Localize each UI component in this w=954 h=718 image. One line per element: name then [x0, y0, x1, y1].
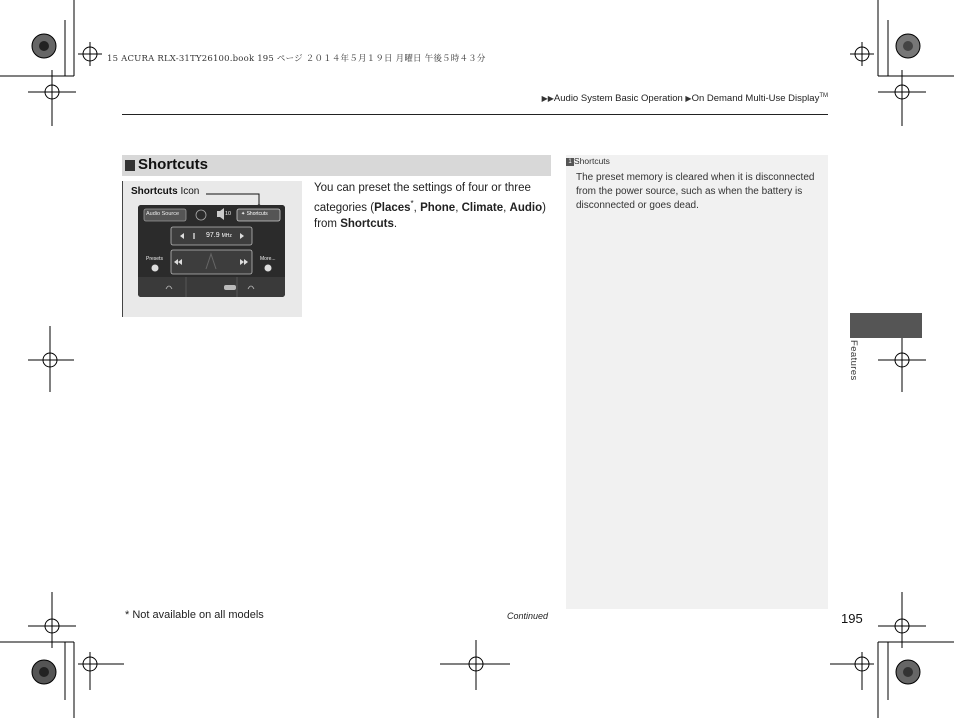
breadcrumb-level2: On Demand Multi-Use Display — [691, 93, 820, 105]
header-rule — [122, 114, 828, 115]
sidebar-panel — [566, 155, 828, 609]
asterisk-mark: * — [410, 199, 414, 208]
figure-label-bold: Shortcuts — [131, 186, 178, 197]
sidebar-title-text: Shortcuts — [574, 156, 610, 166]
breadcrumb-level1: Audio System Basic Operation — [553, 93, 683, 105]
breadcrumb — [542, 93, 828, 104]
category-phone: Phone — [420, 201, 456, 214]
audio-source-button: Audio Source — [146, 211, 180, 217]
display-screen-graphic — [138, 205, 285, 297]
category-climate: Climate — [461, 201, 504, 214]
trademark-mark: TM — [819, 93, 828, 99]
sidebar-text: The preset memory is cleared when it is disconnected from the power source, such as when the battery is disconnected or goes dead. — [576, 172, 815, 211]
reference-icon: 1 — [566, 158, 574, 166]
body-text-3: . — [393, 217, 398, 230]
page-number: 195 — [841, 611, 863, 626]
chapter-tab-label: Features — [848, 340, 859, 381]
figure-label — [131, 186, 199, 197]
more-label: More... — [260, 256, 276, 262]
category-audio: Audio — [509, 201, 543, 214]
section-heading — [122, 155, 551, 176]
shortcuts-button-label: Shortcuts — [246, 211, 268, 217]
presets-label: Presets — [146, 256, 163, 262]
frequency-unit: MHz — [221, 233, 232, 239]
body-text-2: ) from — [314, 201, 546, 230]
footnote: * Not available on all models — [125, 609, 264, 621]
shortcuts-term: Shortcuts — [340, 217, 394, 230]
section-title: Shortcuts — [138, 156, 209, 173]
continued-label: Continued — [507, 611, 549, 621]
volume-value: 10 — [225, 211, 232, 217]
sidebar-title — [566, 156, 610, 166]
comma: , — [455, 201, 462, 214]
comma: , — [413, 201, 421, 214]
display-screen — [138, 205, 285, 297]
chapter-tab — [850, 313, 922, 338]
figure-label-rest: Icon — [177, 186, 200, 197]
breadcrumb-marker: ▶▶ — [541, 94, 554, 104]
body-paragraph — [314, 180, 550, 232]
body-text-1: You can preset the settings of four or three categories ( — [314, 182, 531, 214]
category-places: Places — [374, 201, 411, 214]
section-square-icon — [125, 160, 135, 171]
print-header: 15 ACURA RLX-31TY26100.book 195 ページ ２０１４年５月１９日 月曜日 午後５時４３分 — [107, 54, 486, 64]
frequency-readout — [206, 232, 232, 239]
shortcuts-button: ✦ Shortcuts — [241, 211, 268, 217]
frequency-value: 97.9 — [206, 232, 220, 239]
breadcrumb-separator: ▶ — [685, 94, 692, 104]
comma: , — [503, 201, 510, 214]
